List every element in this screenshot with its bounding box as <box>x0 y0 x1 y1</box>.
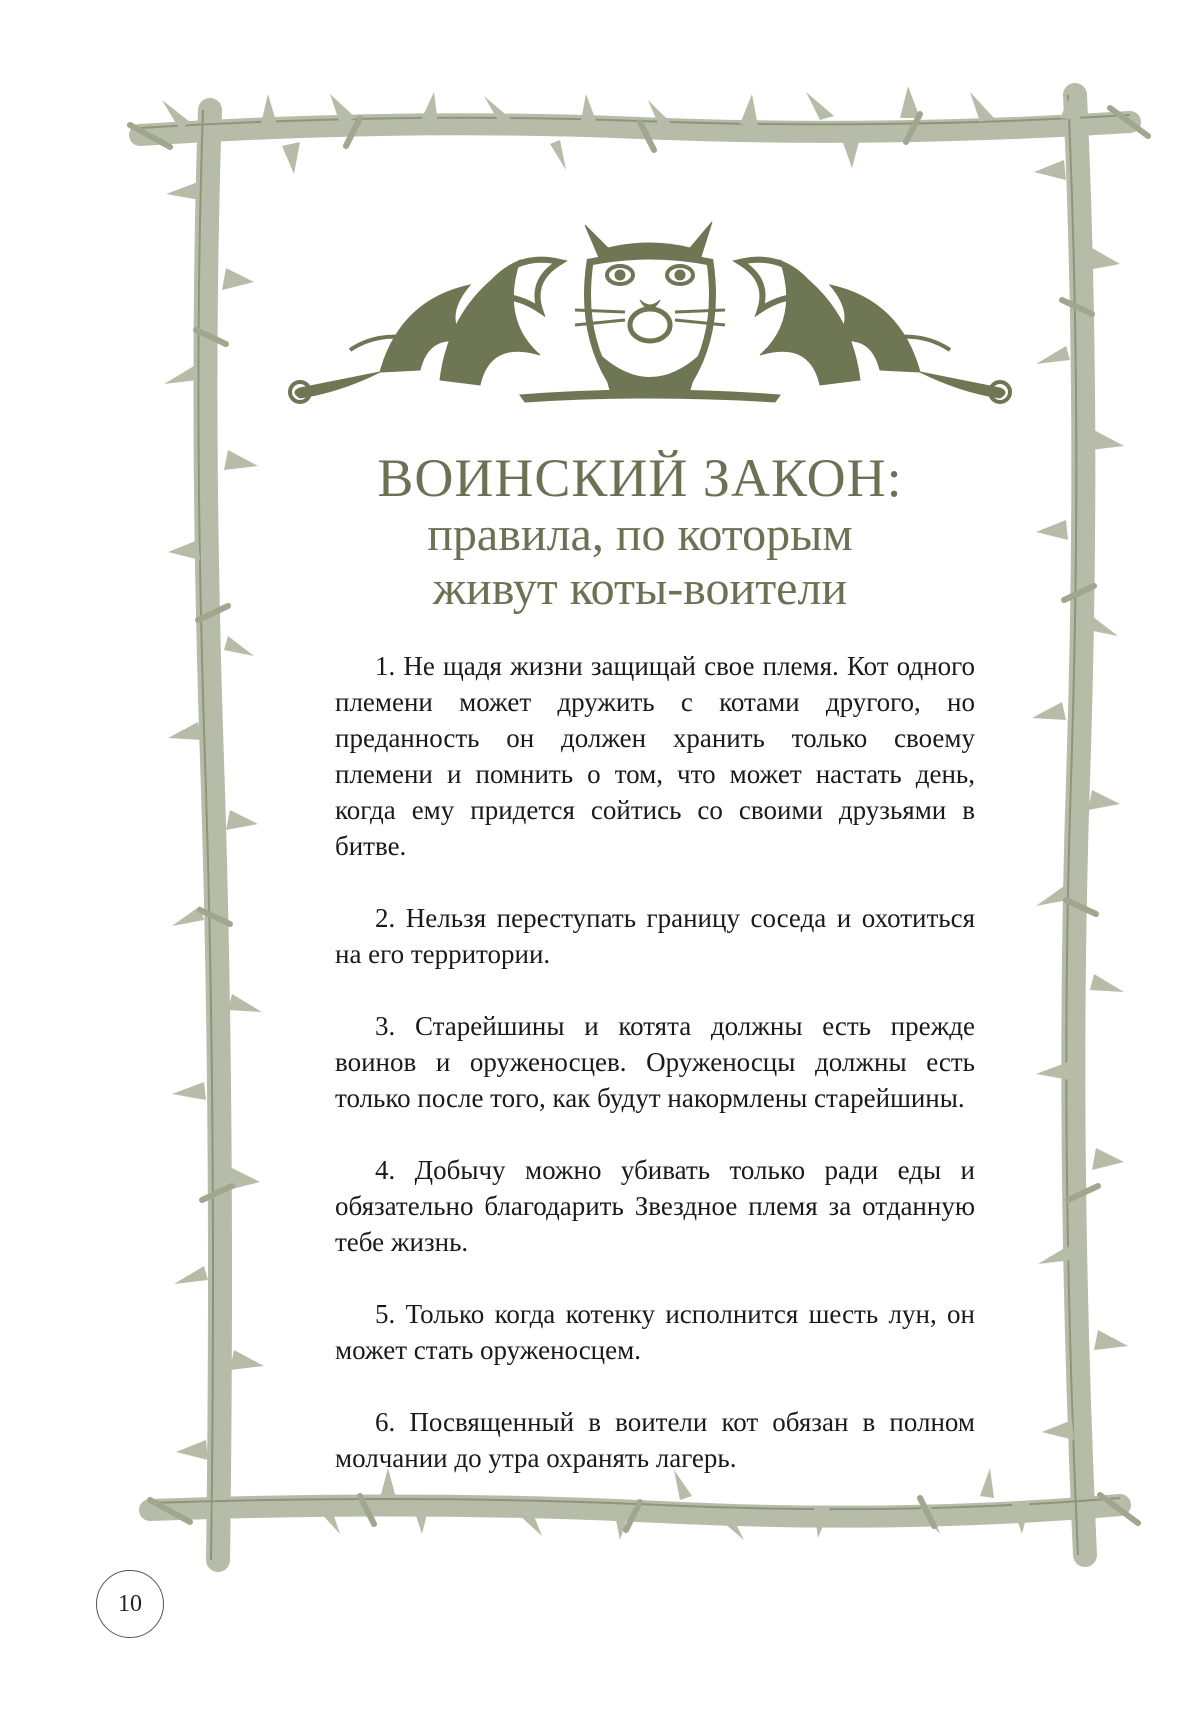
rule-item: 3. Старейшины и котята должны есть прежде воинов и оруженосцев. Оруженосцы должны есть только после того, как будут накормлены старейшины. <box>335 1011 975 1113</box>
rule-item: 4. Добычу можно убивать только ради еды и обязательно благодарить Звездное племя за отданную тебе жизнь. <box>335 1155 975 1257</box>
rule-item: 6. Посвященный в воители кот обязан в полном молчании до утра охранять лагерь. <box>335 1407 975 1473</box>
page-subtitle-line-1: правила, по которым <box>427 508 853 561</box>
rule-item: 5. Только когда котенку исполнится шесть лун, он может стать оруженосцем. <box>335 1299 975 1365</box>
rule-item: 1. Не щадя жизни защищай свое племя. Кот одного племени может дружить с котами другого, но преданность он должен хранить только своему племени и помнить о том, что может настать день, когда ему придется сойтись со своими друзьями в битве. <box>335 651 975 861</box>
page-subtitle-line-2: живут коты-воители <box>432 562 848 615</box>
page-title: ВОИНСКИЙ ЗАКОН: <box>377 448 903 508</box>
rule-item: 2. Нельзя переступать границу соседа и охотиться на его территории. <box>335 903 975 969</box>
page-number: 10 <box>96 1570 164 1638</box>
title-block <box>300 448 980 616</box>
rules-list <box>335 648 975 1512</box>
